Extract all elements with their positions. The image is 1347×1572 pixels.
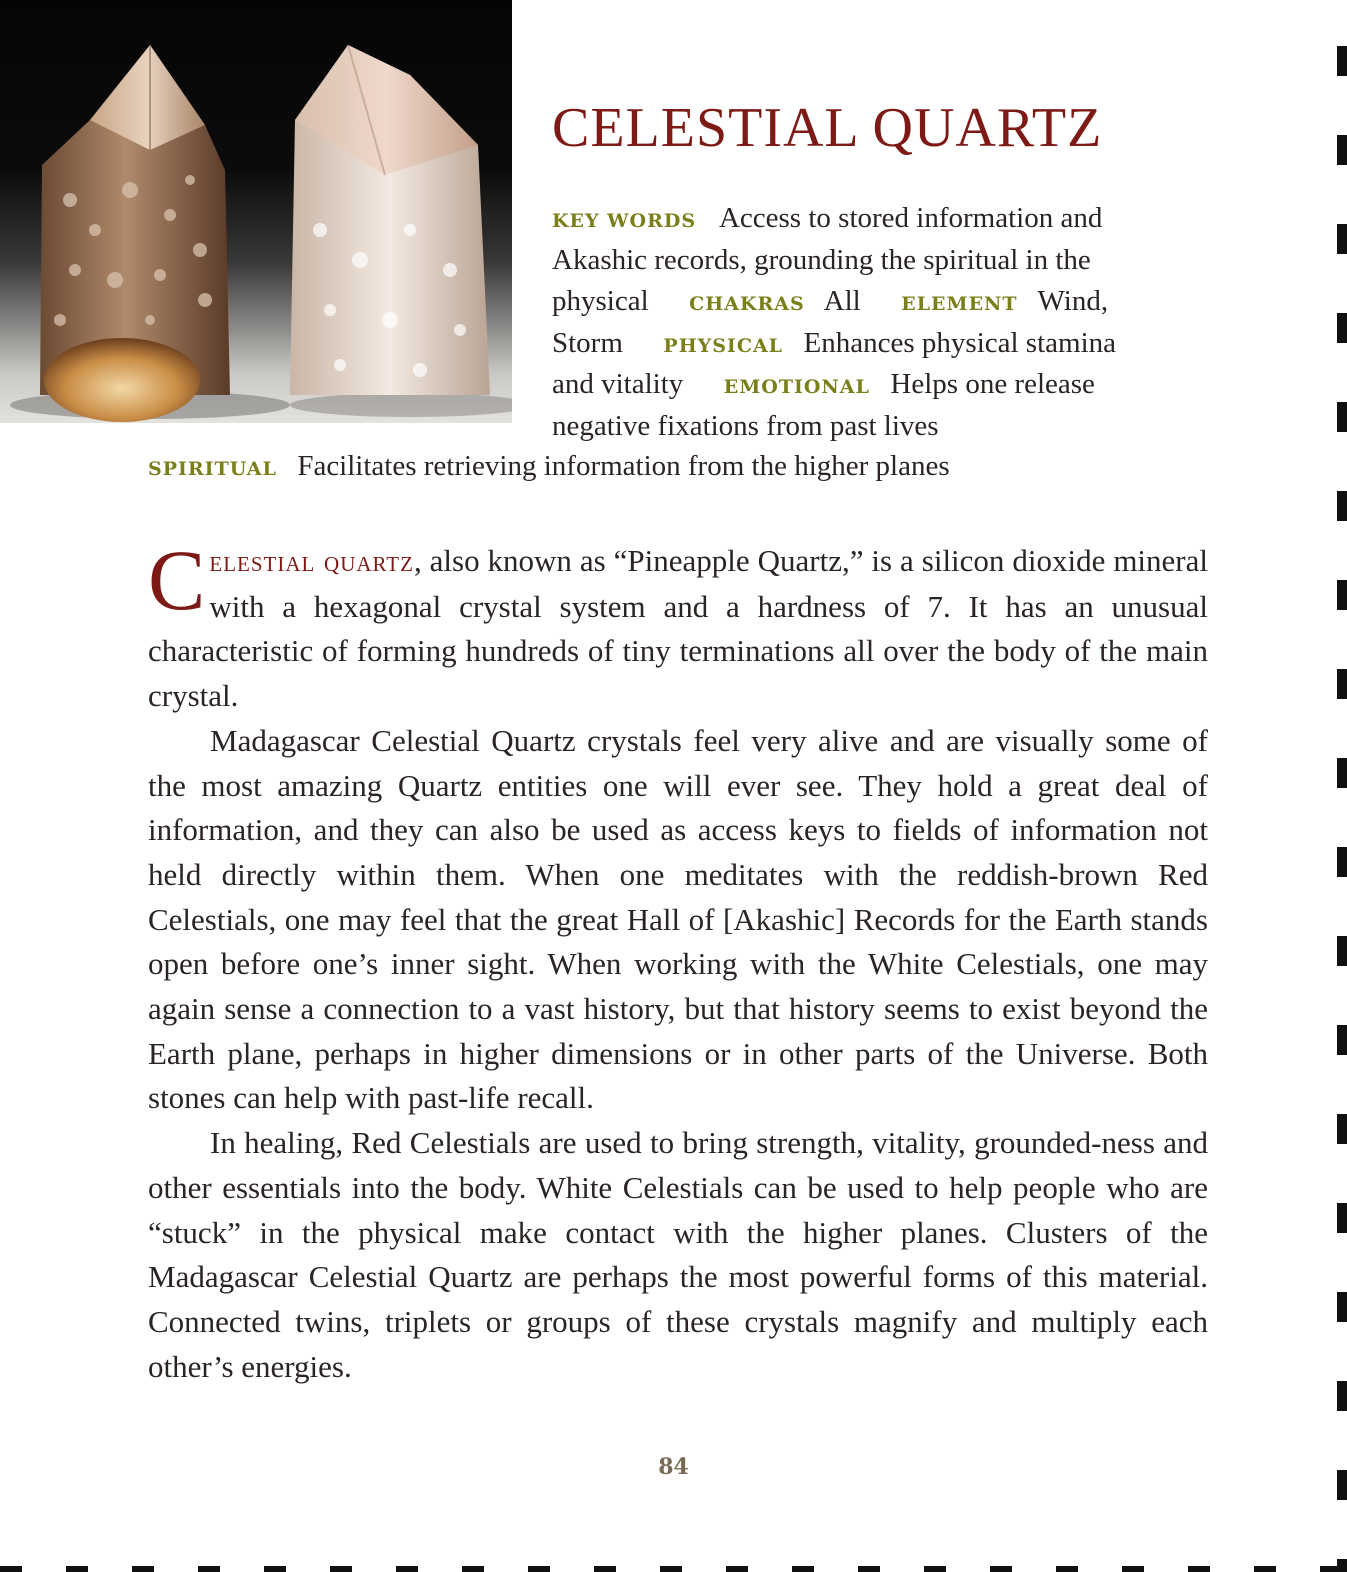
page-title: CELESTIAL QUARTZ — [552, 97, 1103, 159]
spiritual-value: Facilitates retrieving information from the higher planes — [297, 450, 950, 482]
spiritual-label: SPIRITUAL — [148, 458, 277, 480]
page-edge-marks-bottom — [0, 1566, 1347, 1572]
paragraph-1 — [148, 532, 1208, 719]
element-value: Wind, — [1037, 285, 1109, 318]
emotional-value: Helps one release — [890, 368, 1095, 401]
crystal-photo — [0, 0, 512, 423]
crystal-illustration — [0, 0, 512, 423]
page-number: 84 — [658, 1454, 689, 1480]
paragraph-3: In healing, Red Celestials are used to bring strength, vitality, grounded-ness and other essentials into the body. White Celestials can be used to help people who are “stuck” in the physical make contact with the higher planes. Clusters of the Madagascar Celestial Quartz are perhaps the most powerful forms of this material. Connected twins, triplets or groups of these crystals magnify and multiply each other’s energies. — [148, 1125, 1208, 1384]
lead-in: elestial quartz — [209, 545, 414, 578]
paragraph-1-text: , also known as “Pineapple Quartz,” is a silicon dioxide mineral with a hexagonal crystal system and a hardness of 7. It has an unusual characteristic of forming hundreds of tiny terminations all over the body of the main crystal. — [148, 543, 1208, 714]
page-edge-marks — [1337, 0, 1347, 1572]
emotional-value: negative fixations from past lives — [552, 409, 939, 442]
key-words-value: Akashic records, grounding the spiritual in the — [552, 243, 1091, 276]
spiritual-row — [148, 446, 950, 491]
key-words-value: Access to stored information and — [718, 202, 1103, 234]
key-words-value: physical — [552, 285, 649, 318]
chakras-value: All — [823, 285, 861, 318]
physical-value: and vitality — [552, 368, 684, 401]
element-value: Storm — [552, 326, 623, 359]
body-text — [148, 532, 1208, 1389]
physical-label: PHYSICAL — [663, 334, 784, 357]
key-words-label: KEY WORDS — [552, 210, 697, 232]
chakras-label: CHAKRAS — [689, 293, 805, 316]
emotional-label: EMOTIONAL — [723, 376, 870, 399]
properties-block — [552, 198, 1192, 448]
physical-value: Enhances physical stamina — [803, 326, 1117, 359]
drop-cap: C — [148, 532, 206, 628]
paragraph-2: Madagascar Celestial Quartz crystals feel very alive and are visually some of the most amazing Quartz entities one will ever see. They hold a great deal of information, and they can also be used as access keys to fields of information not held directly within them. When one meditates with the reddish-brown Red Celestials, one may feel that the great Hall of [Akashic] Records for the Earth stands open before one’s inner sight. When working with the White Celestials, one may again sense a connection to a vast history, but that history seems to exist beyond the Earth plane, perhaps in higher dimensions or in other parts of the Universe. Both stones can help with past-life recall. — [148, 722, 1208, 1116]
element-label: ELEMENT — [901, 293, 1018, 316]
